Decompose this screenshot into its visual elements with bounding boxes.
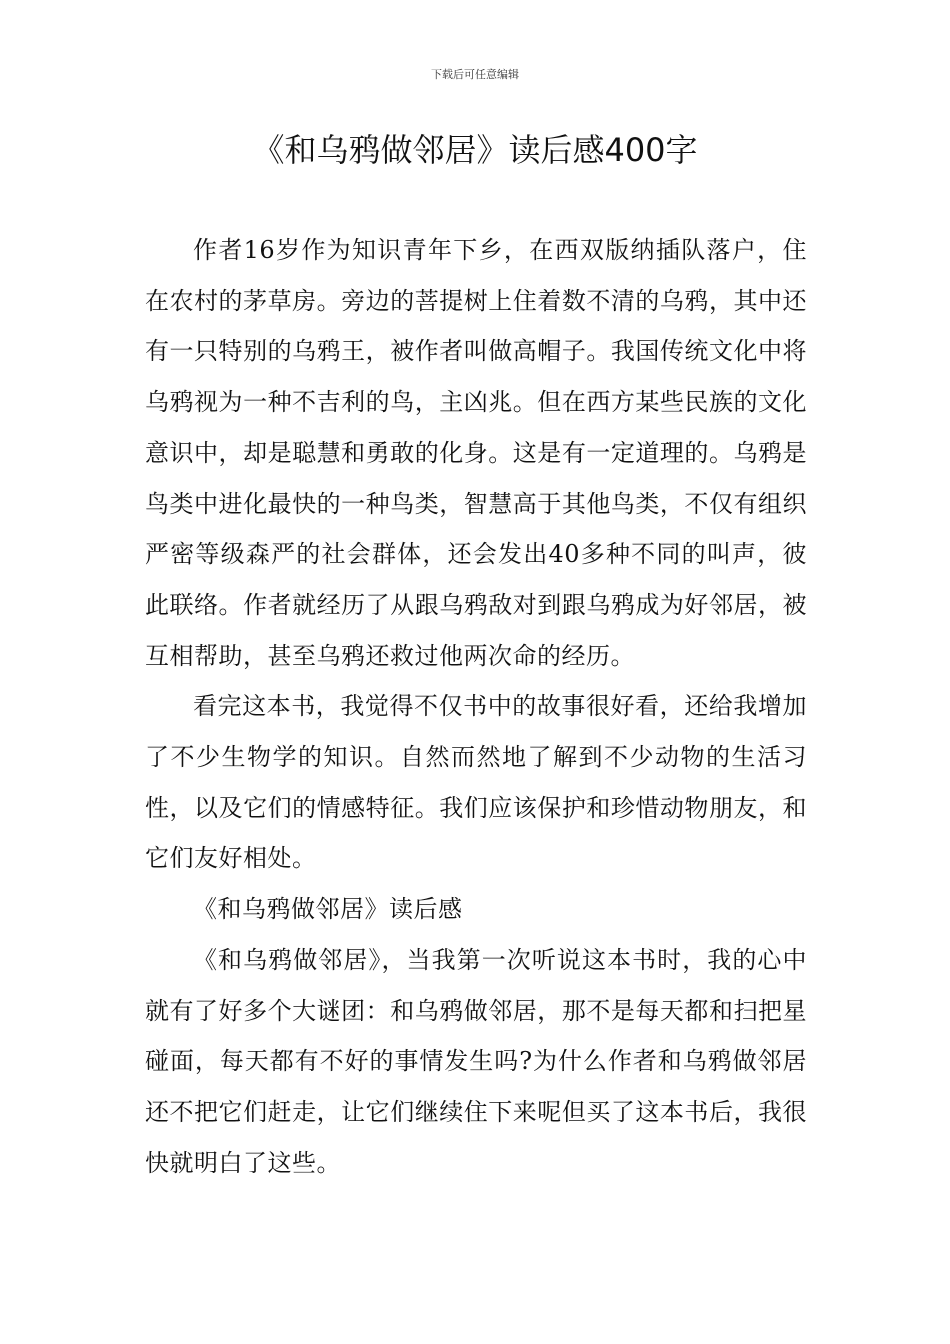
section-heading: 《和乌鸦做邻居》读后感 <box>193 895 463 924</box>
paragraph-3: 《和乌鸦做邻居》，当我第一次听说这本书时，我的心中就有了好多个大谜团：和乌鸦做邻居，那不是每天都和扫把星碰面，每天都有不好的事情发生吗?为什么作者和乌鸦做邻居还不把它们赶走，让它们继续住下来呢但买了这本书后，我很快就明白了这些。 <box>145 945 807 1177</box>
document-title: 《和乌鸦做邻居》读后感400字 <box>252 131 698 169</box>
paragraph-2: 看完这本书，我觉得不仅书中的故事很好看，还给我增加了不少生物学的知识。自然而然地了解到不少动物的生活习性，以及它们的情感特征。我们应该保护和珍惜动物朋友，和它们友好相处。 <box>145 692 807 873</box>
header-note: 下载后可任意编辑 <box>431 68 519 81</box>
document-body <box>145 225 807 1188</box>
paragraph-1: 作者16岁作为知识青年下乡，在西双版纳插队落户，住在农村的茅草房。旁边的菩提树上住着数不清的乌鸦，其中还有一只特别的乌鸦王，被作者叫做高帽子。我国传统文化中将乌鸦视为一种不吉利的鸟，主凶兆。但在西方某些民族的文化意识中，却是聪慧和勇敢的化身。这是有一定道理的。乌鸦是鸟类中进化最快的一种鸟类，智慧高于其他鸟类，不仅有组织严密等级森严的社会群体，还会发出40多种不同的叫声，彼此联络。作者就经历了从跟乌鸦敌对到跟乌鸦成为好邻居，被互相帮助，甚至乌鸦还救过他两次命的经历。 <box>145 236 807 670</box>
